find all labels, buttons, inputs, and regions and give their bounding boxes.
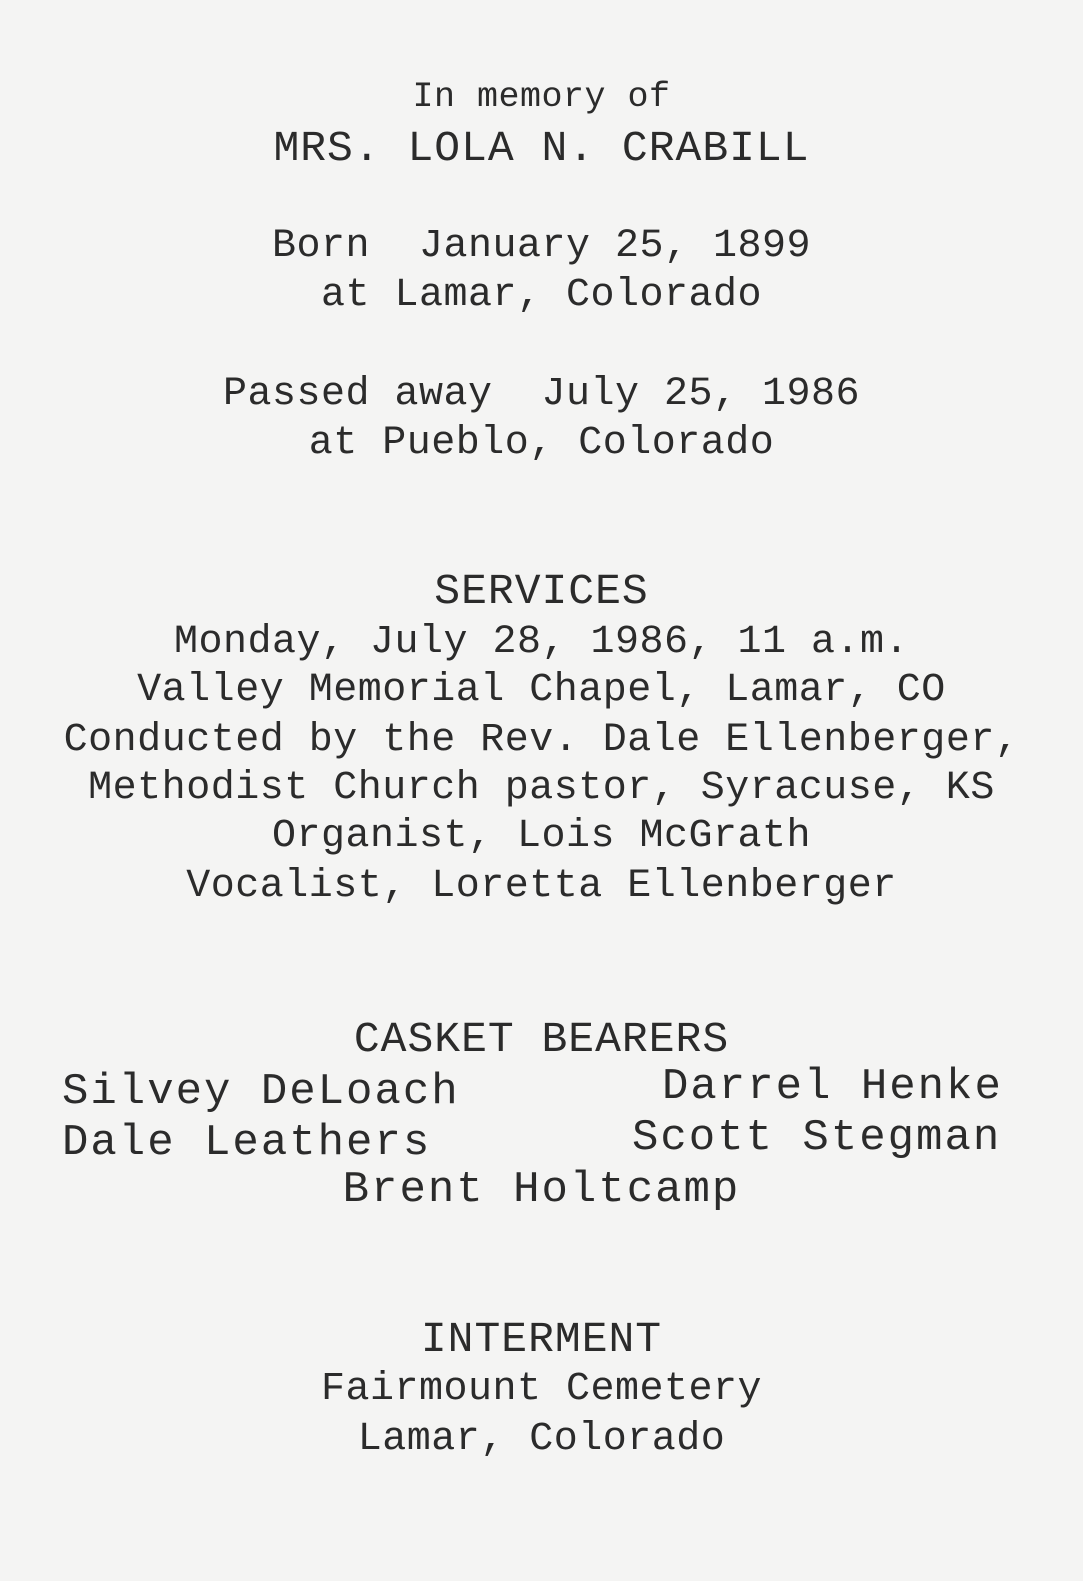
death-place: at Pueblo, Colorado	[308, 421, 775, 466]
bearer-name: Silvey DeLoach	[62, 1067, 460, 1117]
interment-heading: INTERMENT	[420, 1315, 663, 1364]
interment-cemetery: Fairmount Cemetery	[320, 1367, 763, 1412]
bearer-name: Dale Leathers	[62, 1118, 432, 1168]
interment-location: Lamar, Colorado	[357, 1417, 726, 1462]
services-line: Vocalist, Loretta Ellenberger	[186, 864, 897, 909]
birth-date: Born January 25, 1899	[271, 224, 812, 269]
death-date: Passed away July 25, 1986	[222, 372, 861, 417]
bearer-name-center: Brent Holtcamp	[342, 1165, 741, 1215]
services-heading: SERVICES	[434, 567, 649, 616]
deceased-name: MRS. LOLA N. CRABILL	[273, 124, 810, 173]
casket-bearers-heading: CASKET BEARERS	[353, 1015, 730, 1064]
services-line: Organist, Lois McGrath	[271, 814, 812, 859]
services-line: Monday, July 28, 1986, 11 a.m.	[173, 620, 910, 665]
bearer-name: Scott Stegman	[632, 1113, 1002, 1163]
services-line: Valley Memorial Chapel, Lamar, CO	[137, 668, 946, 713]
services-line: Methodist Church pastor, Syracuse, KS	[88, 766, 995, 811]
birth-place: at Lamar, Colorado	[320, 273, 763, 318]
memory-intro: In memory of	[412, 77, 671, 117]
services-line: Conducted by the Rev. Dale Ellenberger,	[63, 718, 1020, 763]
bearer-name: Darrel Henke	[662, 1062, 1003, 1112]
